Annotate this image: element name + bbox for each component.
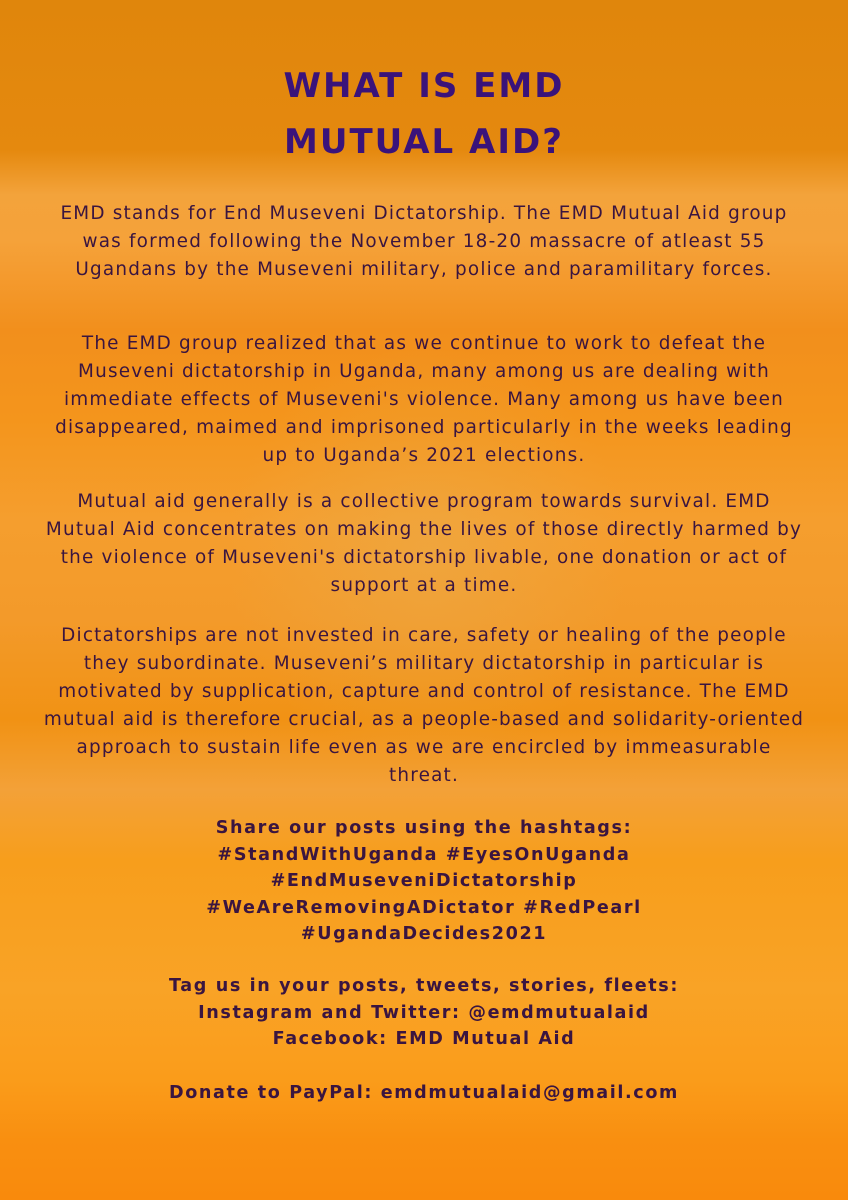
realization-paragraph: The EMD group realized that as we continue to work to defeat the Museveni dictatorship in Uganda, many among us are dealing with immediate effects of Museveni's violence. Many among us have been disappeared, maimed and imprisoned particularly in the weeks leading up to Uganda’s 2021 elections. xyxy=(55,333,793,466)
tag-heading: Tag us in your posts, tweets, stories, fleets: xyxy=(168,976,680,996)
intro-paragraph: EMD stands for End Museveni Dictatorship. The EMD Mutual Aid group was formed following the November 18-20 massacre of atleast 55 Ugandans by the Museveni military, police and paramilitary forces. xyxy=(60,203,788,280)
tag-section xyxy=(40,973,808,1053)
hashtags-line-4: #UgandaDecides2021 xyxy=(300,924,548,944)
donate-section xyxy=(40,1080,808,1107)
title-line-1: WHAT IS EMD xyxy=(283,66,565,106)
hashtags-line-2: #EndMuseveniDictatorship xyxy=(270,871,578,891)
donate-paypal: Donate to PayPal: emdmutualaid@gmail.com xyxy=(169,1083,679,1103)
mutual-aid-paragraph: Mutual aid generally is a collective program towards survival. EMD Mutual Aid concentrates on making the lives of those directly harmed by the violence of Museveni's dictatorship livable, one donation or act of support at a time. xyxy=(45,491,803,596)
instagram-twitter-handle: Instagram and Twitter: @emdmutualaid xyxy=(198,1002,650,1023)
dictatorship-paragraph: Dictatorships are not invested in care, safety or healing of the people they subordinate. Museveni’s military dictatorship in particular is motivated by supplication, capture and control of resistance. The EMD mutual aid is therefore crucial, as a people-based and solidarity-oriented approach to sustain life even as we are encircled by immeasurable threat. xyxy=(43,625,805,786)
title-line-2: MUTUAL AID? xyxy=(284,122,564,162)
facebook-handle: Facebook: EMD Mutual Aid xyxy=(272,1029,576,1049)
hashtags-line-3: #WeAreRemovingADictator #RedPearl xyxy=(206,897,642,918)
share-heading: Share our posts using the hashtags: xyxy=(215,818,633,838)
share-section xyxy=(40,815,808,948)
hashtags-line-1: #StandWithUganda #EyesOnUganda xyxy=(217,844,631,865)
